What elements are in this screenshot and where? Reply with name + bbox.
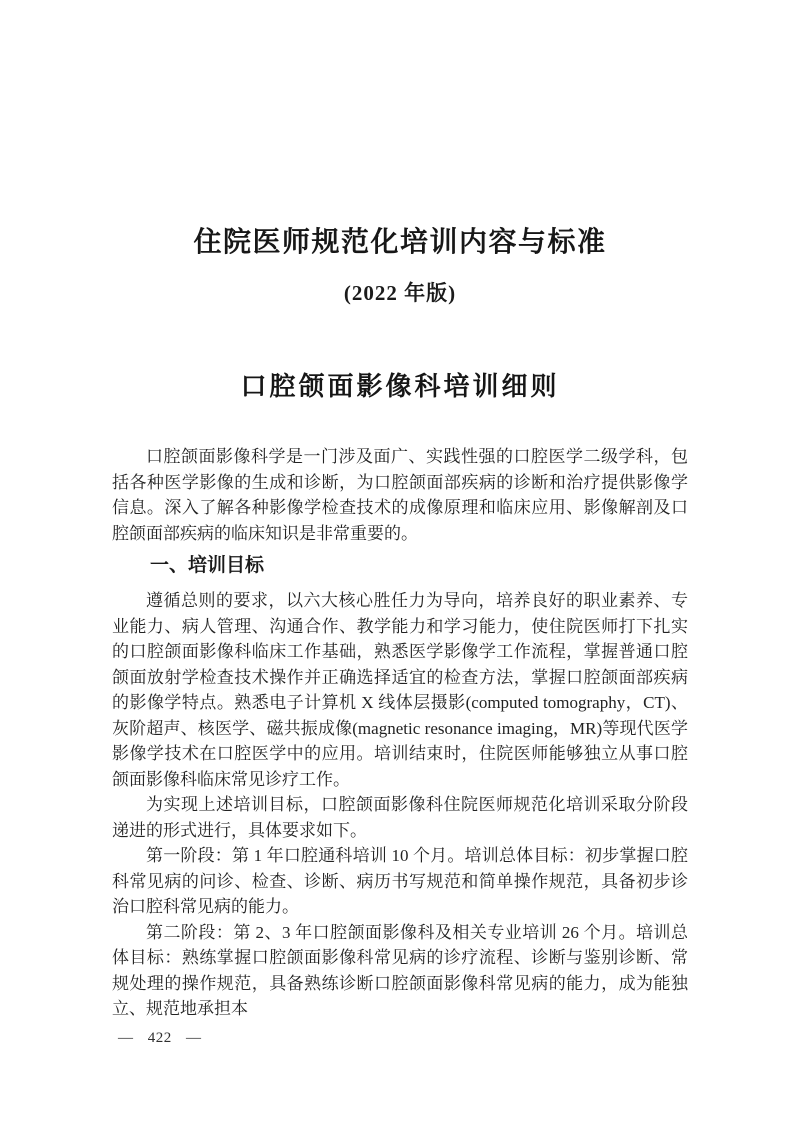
intro-paragraph: 口腔颌面影像科学是一门涉及面广、实践性强的口腔医学二级学科，包括各种医学影像的生成和诊断，为口腔颌面部疾病的诊断和治疗提供影像学信息。深入了解各种影像学检查技术的成像原理和临床应用、影像解剖及口腔颌面部疾病的临床知识是非常重要的。: [112, 447, 688, 543]
doc-section-title: 口腔颌面影像科培训细则: [240, 371, 560, 401]
article-body: [112, 444, 688, 1022]
doc-title: 住院医师规范化培训内容与标准: [193, 227, 607, 258]
page-number: — 422 —: [118, 1029, 202, 1046]
paragraph-training-goals-2: 为实现上述培训目标，口腔颌面影像科住院医师规范化培训采取分阶段递进的形式进行，具体要求如下。: [112, 795, 688, 840]
paragraph-training-goals-1: 遵循总则的要求，以六大核心胜任力为导向，培养良好的职业素养、专业能力、病人管理、沟通合作、教学能力和学习能力，使住院医师打下扎实的口腔颌面影像科临床工作基础，熟悉医学影像学工作流程，掌握普通口腔颌面放射学检查技术操作并正确选择适宜的检查方法，掌握口腔颌面部疾病的影像学特点。熟悉电子计算机 X 线体层摄影(computed tomography，CT)、灰阶超声、核医学、磁共振成像(magnetic resonance imaging，MR)等现代医学影像学技术在口腔医学中的应用。培训结束时，住院医师能够独立从事口腔颌面影像科临床常见诊疗工作。: [112, 591, 688, 789]
doc-edition: (2022 年版): [343, 281, 457, 305]
paragraph-stage-one: 第一阶段：第 1 年口腔通科培训 10 个月。培训总体目标：初步掌握口腔科常见病的问诊、检查、诊断、病历书写规范和简单操作规范，具备初步诊治口腔科常见病的能力。: [112, 846, 688, 916]
section-heading-training-goals: 一、培训目标: [150, 555, 265, 576]
paragraph-stage-two: 第二阶段：第 2、3 年口腔颌面影像科及相关专业培训 26 个月。培训总体目标：熟练掌握口腔颌面影像科常见病的诊疗流程、诊断与鉴别诊断、常规处理的操作规范，具备熟练诊断口腔颌面影像科常见病的能力，成为能独立、规范地承担本: [112, 922, 688, 1018]
